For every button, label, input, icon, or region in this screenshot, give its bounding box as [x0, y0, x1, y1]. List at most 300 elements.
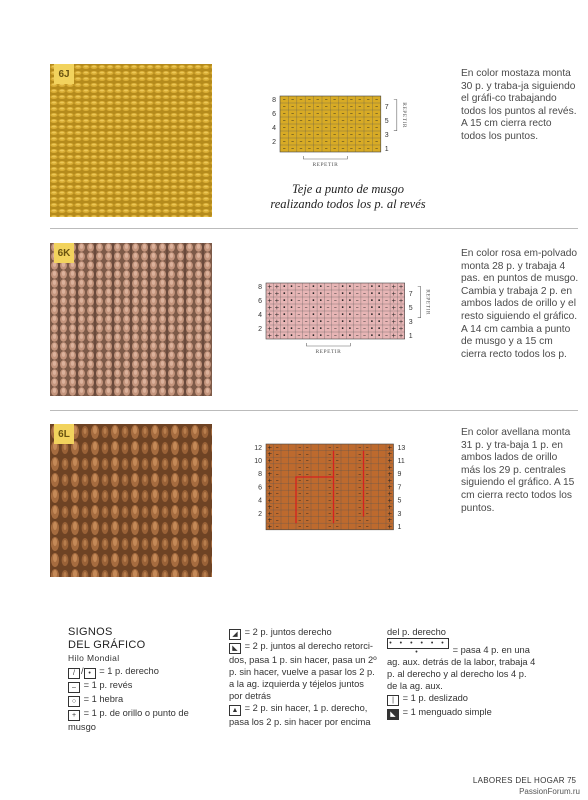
chart-stitch-symbol: – [333, 117, 337, 125]
chart-stitch-symbol: – [335, 503, 339, 511]
chart-stitch-symbol: – [304, 325, 308, 333]
chart-row-number: 2 [258, 326, 262, 333]
chart-stitch-symbol: – [358, 96, 362, 104]
chart-stitch-symbol: + [274, 283, 280, 291]
chart-row-number: 4 [272, 125, 276, 132]
chart-stitch-symbol: + [267, 325, 273, 333]
chart-stitch-symbol: • [377, 290, 381, 298]
yarn-over-symbol-icon: ○ [68, 696, 80, 707]
chart-stitch-symbol: + [274, 325, 280, 333]
chart-stitch-symbol: • [282, 290, 287, 298]
chart-row-number: 5 [397, 497, 402, 505]
chart-stitch-symbol: • [311, 325, 316, 333]
chart-stitch-symbol: – [349, 117, 353, 125]
chart-stitch-symbol: – [275, 444, 279, 452]
chart-stitch-symbol: – [384, 325, 388, 333]
chart-stitch-symbol: • [311, 297, 316, 305]
swatch-tag: 6K [54, 243, 74, 263]
swatch-tag: 6L [54, 424, 74, 444]
chart-stitch-symbol: – [375, 138, 379, 146]
chart-stitch-symbol: – [326, 290, 330, 298]
legend-item: • • • • • • • = pasa 4 p. en una ag. aux. detrás de la labor, trabaja 4 p. al derecho y al derecho los 4 p. de la ag. aux. [387, 640, 536, 691]
chart-stitch-symbol: – [365, 503, 369, 511]
chart-stitch-symbol: – [298, 523, 302, 531]
chart-stitch-symbol: – [365, 464, 369, 472]
chart-stitch-symbol: – [324, 103, 328, 111]
repeat-label: REPETIR [400, 102, 407, 129]
chart-stitch-symbol: – [307, 131, 311, 139]
chart-stitch-symbol: – [333, 96, 337, 104]
chart-stitch-symbol: – [307, 138, 311, 146]
chart-stitch-symbol: – [275, 484, 279, 492]
chart-stitch-symbol: – [333, 311, 337, 319]
chart-stitch-symbol: • [370, 311, 374, 319]
chart-stitch-symbol: – [297, 297, 301, 305]
legend-item: – = 1 p. revés [68, 679, 208, 693]
chart-stitch-symbol: – [384, 290, 388, 298]
chart-stitch-symbol: + [387, 510, 393, 518]
chart-stitch-symbol: – [358, 484, 362, 492]
chart-stitch-symbol: – [304, 290, 308, 298]
chart-stitch-symbol: + [398, 311, 404, 319]
chart-stitch-symbol: – [358, 490, 362, 498]
stitch-chart-6k [254, 281, 444, 366]
chart-row-number: 7 [397, 484, 402, 492]
chart-stitch-symbol: – [333, 124, 337, 132]
legend-item: + = 1 p. de orillo o punto de musgo [68, 708, 189, 732]
chart-stitch-symbol: + [267, 470, 273, 478]
chart-stitch-symbol: – [365, 523, 369, 531]
chart-stitch-symbol: – [282, 117, 286, 125]
chart-stitch-symbol: + [391, 290, 397, 298]
chart-stitch-symbol: – [328, 457, 332, 465]
chart-stitch-symbol: + [391, 325, 397, 333]
chart-stitch-symbol: – [335, 444, 339, 452]
stitch-chart-6l [252, 442, 417, 542]
chart-stitch-symbol: • [289, 304, 294, 312]
chart-stitch-symbol: – [328, 477, 332, 485]
chart-stitch-symbol: • [318, 325, 323, 333]
chart-stitch-symbol: • [370, 318, 374, 326]
chart-stitch-symbol: • [289, 283, 294, 291]
chart-row-number: 13 [397, 444, 406, 452]
chart-stitch-symbol: • [370, 304, 374, 312]
chart-stitch-symbol: • [318, 304, 323, 312]
chart-stitch-symbol: • [348, 290, 352, 298]
chart-stitch-symbol: – [282, 96, 286, 104]
chart-stitch-symbol: – [291, 103, 295, 111]
chart-stitch-symbol: – [333, 138, 337, 146]
chart-stitch-symbol: • [282, 304, 287, 312]
chart-row-number: 11 [397, 458, 405, 465]
chart-stitch-symbol: – [335, 451, 339, 459]
chart-stitch-symbol: – [305, 503, 309, 511]
chart-stitch-symbol: – [316, 124, 320, 132]
chart-stitch-symbol: – [384, 297, 388, 305]
chart-stitch-symbol: – [349, 138, 353, 146]
chart-stitch-symbol: – [282, 110, 286, 118]
swatch-description: En color avellana monta 31 p. y tra-baja 1 p. en ambos lados de orillo más los 29 p. centrales siguiendo el gráfico. A 15 cm cierra recto todos los puntos. [461, 427, 575, 514]
chart-stitch-symbol: – [298, 444, 302, 452]
chart-stitch-symbol: • [289, 325, 294, 333]
chart-stitch-symbol: + [267, 332, 273, 340]
chart-stitch-symbol: – [275, 470, 279, 478]
chart-stitch-symbol: – [275, 464, 279, 472]
chart-stitch-symbol: – [305, 497, 309, 505]
chart-stitch-symbol: • [377, 283, 381, 291]
divider [50, 410, 578, 411]
chart-stitch-symbol: + [274, 318, 280, 326]
chart-stitch-symbol: – [297, 283, 301, 291]
swatch-description: En color mostaza monta 30 p. y traba-ja siguiendo el gráfi-co trabajando todos los puntos al revés. A 15 cm cierra recto todos los puntos. [461, 68, 577, 142]
chart-stitch-symbol: – [333, 325, 337, 333]
chart-stitch-symbol: • [377, 304, 381, 312]
chart-stitch-symbol: – [349, 124, 353, 132]
chart-stitch-symbol: • [282, 283, 287, 291]
chart-stitch-symbol: • [340, 325, 345, 333]
chart-stitch-symbol: – [304, 283, 308, 291]
chart-stitch-symbol: – [328, 517, 332, 525]
chart-stitch-symbol: – [335, 464, 339, 472]
chart-stitch-symbol: – [291, 96, 295, 104]
chart-stitch-symbol: – [326, 325, 330, 333]
chart-stitch-symbol: – [341, 96, 345, 104]
chart-row-number: 8 [258, 471, 262, 479]
chart-stitch-symbol: • [311, 318, 316, 326]
chart-stitch-symbol: • [318, 318, 323, 326]
chart-stitch-symbol: • [377, 311, 381, 319]
chart-stitch-symbol: – [341, 145, 345, 153]
chart-stitch-symbol: – [328, 444, 332, 452]
chart-stitch-symbol: – [282, 103, 286, 111]
chart-stitch-symbol: – [384, 332, 388, 340]
legend-column-1 [68, 626, 208, 733]
chart-stitch-symbol: – [358, 110, 362, 118]
chart-stitch-symbol: – [282, 145, 286, 153]
chart-stitch-symbol: • [311, 290, 316, 298]
legend-item: ◢ = 2 p. juntos derecho [229, 626, 379, 640]
chart-stitch-symbol: – [297, 311, 301, 319]
chart-stitch-symbol: + [387, 523, 393, 531]
chart-stitch-symbol: – [333, 283, 337, 291]
chart-stitch-symbol: – [316, 131, 320, 139]
cable-symbol-icon: • • • • • • • [387, 638, 449, 649]
chart-stitch-symbol: – [366, 145, 370, 153]
chart-stitch-symbol: – [299, 145, 303, 153]
chart-stitch-symbol: – [297, 304, 301, 312]
chart-stitch-symbol: – [297, 290, 301, 298]
chart-row-number: 2 [272, 139, 276, 146]
chart-stitch-symbol: – [358, 124, 362, 132]
chart-stitch-symbol: – [305, 477, 309, 485]
chart-stitch-symbol: – [363, 304, 367, 312]
chart-stitch-symbol: – [335, 490, 339, 498]
chart-stitch-symbol: – [335, 497, 339, 505]
chart-stitch-symbol: • [289, 311, 294, 319]
chart-stitch-symbol: – [335, 523, 339, 531]
double-decrease-symbol-icon: ▲ [229, 705, 241, 716]
chart-stitch-symbol: + [267, 451, 273, 459]
chart-row-number: 2 [258, 510, 262, 518]
chart-row-number: 3 [384, 132, 389, 139]
chart-stitch-symbol: – [326, 332, 330, 340]
chart-row-number: 10 [254, 458, 262, 465]
divider [50, 228, 578, 229]
chart-stitch-symbol: – [275, 477, 279, 485]
chart-stitch-symbol: • [311, 304, 316, 312]
chart-stitch-symbol: – [307, 96, 311, 104]
chart-stitch-symbol: – [341, 131, 345, 139]
chart-stitch-symbol: – [366, 103, 370, 111]
legend-item: | = 1 p. deslizado [387, 692, 537, 706]
chart-stitch-symbol: + [274, 332, 280, 340]
chart-stitch-symbol: – [341, 138, 345, 146]
chart-stitch-symbol: – [307, 124, 311, 132]
chart-stitch-symbol: – [375, 117, 379, 125]
chart-stitch-symbol: – [307, 145, 311, 153]
chart-stitch-symbol: – [355, 332, 359, 340]
chart-stitch-symbol: – [304, 304, 308, 312]
chart-stitch-symbol: – [375, 131, 379, 139]
swatch-description: En color rosa em-polvado monta 28 p. y trabaja 4 pas. en puntos de musgo. Cambia y trabaja 2 p. en ambos lados de orillo y el resto siguiendo el gráfico. A 14 cm cambia a punto de musgo y a 15 cm cierra recto todos los p. [461, 248, 579, 360]
chart-stitch-symbol: – [297, 318, 301, 326]
chart-stitch-symbol: – [328, 497, 332, 505]
chart-stitch-symbol: – [341, 124, 345, 132]
chart-stitch-symbol: – [358, 510, 362, 518]
legend-column-2 [229, 626, 379, 728]
chart-stitch-symbol: – [335, 517, 339, 525]
chart-row-number: 7 [408, 291, 413, 298]
chart-row-number: 7 [384, 104, 389, 111]
legend-item: del p. derecho [387, 627, 446, 637]
chart-stitch-symbol: + [267, 510, 273, 518]
chart-stitch-symbol: + [387, 477, 393, 485]
chart-stitch-symbol: – [328, 490, 332, 498]
chart-stitch-symbol: + [267, 444, 273, 452]
chart-stitch-symbol: – [333, 110, 337, 118]
chart-stitch-symbol: – [305, 464, 309, 472]
page-footer [473, 776, 576, 785]
chart-stitch-symbol: – [305, 484, 309, 492]
chart-stitch-symbol: – [358, 523, 362, 531]
chart-stitch-symbol: – [355, 318, 359, 326]
chart-stitch-symbol: • [348, 283, 352, 291]
chart-stitch-symbol: • [340, 318, 345, 326]
chart-stitch-symbol: – [333, 318, 337, 326]
chart-stitch-symbol: – [366, 96, 370, 104]
chart-stitch-symbol: – [326, 283, 330, 291]
chart-stitch-symbol: • [311, 332, 316, 340]
chart-stitch-symbol: – [363, 325, 367, 333]
chart-row-number: 4 [258, 312, 262, 319]
chart-stitch-symbol: + [391, 304, 397, 312]
chart-stitch-symbol: • [289, 318, 294, 326]
swatch-caption: Teje a punto de musgo realizando todos los p. al revés [270, 182, 426, 211]
chart-stitch-symbol: – [358, 117, 362, 125]
chart-stitch-symbol: – [316, 96, 320, 104]
chart-stitch-symbol: – [298, 464, 302, 472]
legend-item: ◣ = 1 menguado simple [387, 706, 537, 720]
chart-stitch-symbol: • [282, 297, 287, 305]
chart-stitch-symbol: • [377, 318, 381, 326]
chart-stitch-symbol: – [349, 96, 353, 104]
chart-stitch-symbol: + [387, 517, 393, 525]
chart-stitch-symbol: + [387, 490, 393, 498]
legend-item: ◣ = 2 p. juntos al derecho retorci-dos, pasa 1 p. sin hacer, pasa un 2º p. sin hacer, vuelve a pasar los 2 p. a la ag. izquierda y téjelos juntos por detrás [229, 641, 377, 701]
chart-row-number: 6 [272, 111, 276, 118]
chart-stitch-symbol: – [366, 138, 370, 146]
chart-stitch-symbol: – [349, 110, 353, 118]
swatch-photo-mustard [50, 64, 212, 217]
chart-row-number: 8 [258, 284, 262, 291]
chart-stitch-symbol: – [298, 451, 302, 459]
chart-stitch-symbol: – [307, 103, 311, 111]
chart-stitch-symbol: – [341, 117, 345, 125]
chart-stitch-symbol: – [282, 131, 286, 139]
swatch-photo-pink [50, 243, 212, 396]
chart-stitch-symbol: – [326, 304, 330, 312]
chart-stitch-symbol: – [299, 117, 303, 125]
chart-stitch-symbol: – [275, 517, 279, 525]
chart-stitch-symbol: – [275, 523, 279, 531]
chart-stitch-symbol: • [340, 304, 345, 312]
chart-stitch-symbol: – [358, 464, 362, 472]
chart-stitch-symbol: + [267, 283, 273, 291]
chart-stitch-symbol: + [274, 304, 280, 312]
chart-stitch-symbol: • [289, 297, 294, 305]
chart-stitch-symbol: – [363, 290, 367, 298]
chart-stitch-symbol: – [358, 138, 362, 146]
chart-stitch-symbol: – [365, 444, 369, 452]
chart-stitch-symbol: – [365, 451, 369, 459]
chart-stitch-symbol: – [349, 131, 353, 139]
chart-row-number: 6 [258, 484, 262, 492]
chart-stitch-symbol: + [267, 497, 273, 505]
chart-stitch-symbol: – [355, 297, 359, 305]
chart-stitch-symbol: – [324, 138, 328, 146]
chart-stitch-symbol: – [307, 110, 311, 118]
chart-stitch-symbol: + [391, 297, 397, 305]
chart-stitch-symbol: – [335, 457, 339, 465]
chart-stitch-symbol: – [324, 124, 328, 132]
chart-stitch-symbol: – [324, 110, 328, 118]
chart-stitch-symbol: + [387, 444, 393, 452]
chart-stitch-symbol: – [299, 103, 303, 111]
chart-stitch-symbol: • [370, 290, 374, 298]
chart-stitch-symbol: – [324, 145, 328, 153]
chart-stitch-symbol: • [370, 332, 374, 340]
chart-stitch-symbol: – [365, 497, 369, 505]
chart-stitch-symbol: – [275, 490, 279, 498]
chart-stitch-symbol: • [289, 332, 294, 340]
chart-stitch-symbol: – [363, 332, 367, 340]
chart-stitch-symbol: • [340, 332, 345, 340]
chart-stitch-symbol: – [366, 131, 370, 139]
chart-stitch-symbol: – [304, 318, 308, 326]
chart-stitch-symbol: – [365, 457, 369, 465]
chart-stitch-symbol: + [267, 517, 273, 525]
chart-stitch-symbol: – [341, 110, 345, 118]
chart-stitch-symbol: • [377, 332, 381, 340]
selvage-symbol-icon: + [68, 710, 80, 721]
chart-stitch-symbol: – [275, 497, 279, 505]
chart-stitch-symbol: • [377, 297, 381, 305]
chart-stitch-symbol: – [291, 138, 295, 146]
chart-stitch-symbol: – [299, 96, 303, 104]
chart-stitch-symbol: – [384, 318, 388, 326]
chart-stitch-symbol: – [324, 131, 328, 139]
single-decrease-symbol-icon: ◣ [387, 709, 399, 720]
chart-stitch-symbol: + [398, 325, 404, 333]
chart-stitch-symbol: • [318, 290, 323, 298]
chart-stitch-symbol: – [305, 523, 309, 531]
chart-stitch-symbol: + [387, 497, 393, 505]
chart-stitch-symbol: – [291, 145, 295, 153]
chart-stitch-symbol: – [335, 510, 339, 518]
chart-stitch-symbol: – [333, 304, 337, 312]
chart-stitch-symbol: – [305, 457, 309, 465]
chart-stitch-symbol: – [298, 517, 302, 525]
chart-row-number: 1 [408, 333, 413, 340]
chart-stitch-symbol: – [298, 457, 302, 465]
chart-stitch-symbol: – [333, 103, 337, 111]
chart-stitch-symbol: – [358, 470, 362, 478]
chart-stitch-symbol: – [358, 503, 362, 511]
chart-stitch-symbol: – [316, 117, 320, 125]
chart-stitch-symbol: – [365, 477, 369, 485]
legend-title: SIGNOS [68, 626, 113, 638]
chart-stitch-symbol: + [398, 297, 404, 305]
chart-stitch-symbol: + [387, 503, 393, 511]
chart-stitch-symbol: + [267, 290, 273, 298]
chart-stitch-symbol: • [340, 290, 345, 298]
chart-stitch-symbol: – [304, 332, 308, 340]
chart-stitch-symbol: + [267, 318, 273, 326]
chart-stitch-symbol: – [299, 131, 303, 139]
chart-stitch-symbol: + [391, 332, 397, 340]
chart-stitch-symbol: – [291, 110, 295, 118]
chart-stitch-symbol: • [289, 290, 294, 298]
chart-stitch-symbol: – [291, 124, 295, 132]
chart-row-number: 12 [254, 444, 262, 452]
chart-stitch-symbol: – [298, 470, 302, 478]
repeat-label: REPETIR [315, 349, 342, 355]
chart-stitch-symbol: • [318, 297, 323, 305]
chart-stitch-symbol: – [384, 304, 388, 312]
chart-stitch-symbol: + [267, 503, 273, 511]
chart-stitch-symbol: – [355, 311, 359, 319]
chart-stitch-symbol: – [365, 510, 369, 518]
chart-stitch-symbol: – [375, 124, 379, 132]
chart-stitch-symbol: – [333, 297, 337, 305]
chart-row-number: 5 [384, 118, 389, 125]
chart-row-number: 8 [272, 97, 276, 104]
chart-stitch-symbol: + [267, 311, 273, 319]
chart-stitch-symbol: • [318, 283, 323, 291]
chart-stitch-symbol: + [398, 283, 404, 291]
chart-stitch-symbol: – [328, 510, 332, 518]
chart-stitch-symbol: + [387, 484, 393, 492]
chart-stitch-symbol: – [328, 503, 332, 511]
chart-stitch-symbol: – [333, 290, 337, 298]
chart-stitch-symbol: – [307, 117, 311, 125]
chart-stitch-symbol: – [328, 523, 332, 531]
chart-stitch-symbol: + [391, 283, 397, 291]
chart-stitch-symbol: – [363, 297, 367, 305]
chart-stitch-symbol: – [366, 110, 370, 118]
chart-stitch-symbol: – [299, 110, 303, 118]
chart-stitch-symbol: – [355, 304, 359, 312]
